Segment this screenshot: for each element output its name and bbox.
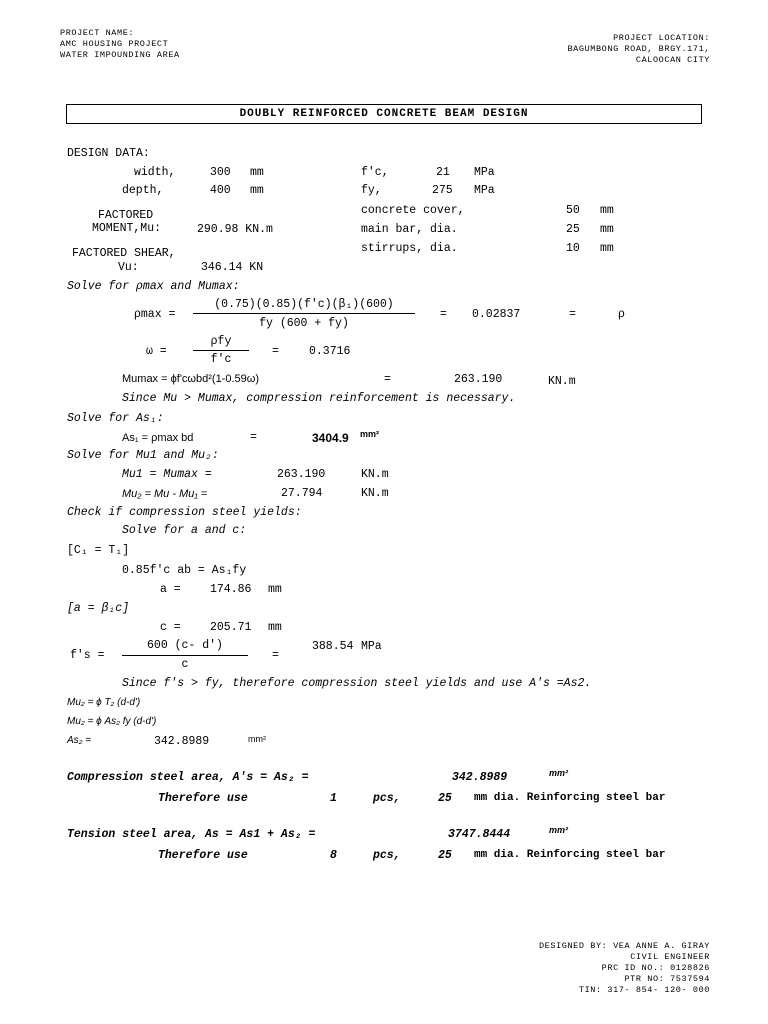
tension-pcs: pcs, (373, 849, 401, 862)
solve-mu-heading: Solve for Mu1 and Mu₂: (67, 449, 219, 462)
moment-label-1: FACTORED (98, 209, 154, 222)
tin-no: TIN: 317- 854- 120- 000 (578, 985, 710, 995)
tension-area-value: 3747.8444 (448, 828, 511, 841)
cover-value: 50 (566, 204, 580, 217)
designed-by: DESIGNED BY: VEA ANNE A. GIRAY (538, 941, 710, 951)
compression-area-unit: mm² (549, 768, 569, 778)
rhomax-eq: = (440, 308, 447, 321)
compression-pcs: pcs, (373, 792, 401, 805)
fs-fraction-bar (122, 655, 248, 656)
a-unit: mm (268, 583, 282, 596)
compression-use-label: Therefore use (158, 792, 248, 805)
rhomax-numerator: (0.75)(0.85)(f'c)(β₁)(600) (214, 298, 394, 311)
project-name-line-2: WATER IMPOUNDING AREA (60, 50, 180, 60)
as1-formula: As₁ = ρmax bd (122, 432, 194, 444)
title-box (66, 104, 702, 124)
c1-t1-equation: [C₁ = T₁] (67, 544, 130, 557)
mainbar-value: 25 (566, 223, 580, 236)
project-location-line-2: CALOOCAN CITY (635, 55, 710, 65)
fs-label: f's = (70, 649, 105, 662)
check-subheading: Solve for a and c: (122, 524, 247, 537)
cover-label: concrete cover, (361, 204, 465, 217)
fs-unit: MPa (361, 640, 382, 653)
ptr-no: PTR NO: 7537594 (624, 974, 710, 984)
rho-symbol: ρ (618, 308, 625, 321)
compression-area-label: Compression steel area, A's = As₂ = (67, 771, 309, 784)
as2-value: 342.8989 (154, 735, 210, 748)
fs-value: 388.54 (312, 640, 354, 653)
a-label: a = (160, 583, 181, 596)
rhomax-denominator: fy (600 + fy) (259, 317, 349, 330)
as1-value: 3404.9 (312, 431, 349, 445)
design-data-label: DESIGN DATA: (67, 147, 150, 160)
fs-denominator: c (181, 658, 189, 671)
mumax-value: 263.190 (454, 373, 503, 386)
depth-value: 400 (210, 184, 231, 197)
fy-label: fy, (361, 184, 382, 197)
page-title: DOUBLY REINFORCED CONCRETE BEAM DESIGN (239, 108, 529, 120)
engineer-role: CIVIL ENGINEER (630, 952, 710, 962)
mumax-eq: = (384, 373, 391, 386)
rhomax-fraction-bar (193, 313, 415, 314)
stirrups-value: 10 (566, 242, 580, 255)
as1-eq: = (250, 431, 257, 444)
a-value: 174.86 (210, 583, 252, 596)
depth-label: depth, (122, 184, 164, 197)
solve-as1-heading: Solve for As₁: (67, 412, 164, 425)
mu1-value: 263.190 (277, 468, 326, 481)
compression-bar-desc: mm dia. Reinforcing steel bar (474, 792, 666, 804)
tension-area-unit: mm² (549, 825, 569, 835)
mu2-label: Mu₂ = Mu - Mu₁ = (122, 488, 208, 500)
fy-unit: MPa (474, 184, 495, 197)
c-label: c = (160, 621, 181, 634)
shear-value: 346.14 KN (201, 261, 264, 274)
fc-unit: MPa (474, 166, 495, 179)
mu1-label: Mu1 = Mumax = (122, 468, 212, 481)
cover-unit: mm (600, 204, 614, 217)
omega-label: ω = (146, 345, 167, 358)
mumax-unit: KN.m (548, 375, 576, 388)
since-fs-note: Since f's > fy, therefore compression steel yields and use A's =As2. (122, 677, 592, 690)
mu2-value: 27.794 (281, 487, 323, 500)
omega-numerator: ρfy (210, 335, 232, 348)
omega-eq: = (272, 345, 279, 358)
tension-bar-desc: mm dia. Reinforcing steel bar (474, 849, 666, 861)
mu2-t2-equation: Mu₂ = ϕ T₂ (d-d') (67, 697, 141, 708)
as2-unit: mm² (248, 734, 266, 744)
mainbar-label: main bar, dia. (361, 223, 458, 236)
stirrups-unit: mm (600, 242, 614, 255)
mainbar-unit: mm (600, 223, 614, 236)
omega-value: 0.3716 (309, 345, 351, 358)
tension-use-label: Therefore use (158, 849, 248, 862)
fc-value: 21 (436, 166, 450, 179)
fs-eq: = (272, 649, 279, 662)
width-value: 300 (210, 166, 231, 179)
moment-value: 290.98 KN.m (197, 223, 273, 236)
fs-numerator: 600 (c- d') (147, 639, 223, 652)
solve-rho-heading: Solve for ρmax and Mumax: (67, 280, 240, 293)
compression-bar-dia: 25 (438, 792, 452, 805)
tension-area-label: Tension steel area, As = As1 + As₂ = (67, 828, 316, 841)
mu2-as2-equation: Mu₂ = ϕ As₂ fy (d-d') (67, 716, 157, 727)
c-value: 205.71 (210, 621, 252, 634)
width-label: width, (134, 166, 176, 179)
mumax-formula: Mumax = ϕf'cωbd²(1-0.59ω) (122, 373, 260, 385)
omega-denominator: f'c (210, 353, 232, 366)
c-unit: mm (268, 621, 282, 634)
fy-value: 275 (432, 184, 453, 197)
as2-label: As₂ = (67, 735, 92, 746)
compression-bar-count: 1 (330, 792, 337, 805)
stirrups-label: stirrups, dia. (361, 242, 458, 255)
project-name-line-1: AMC HOUSING PROJECT (60, 39, 169, 49)
rhomax-value: 0.02837 (472, 308, 521, 321)
tension-bar-count: 8 (330, 849, 337, 862)
equilibrium-equation: 0.85f'c ab = As₁fy (122, 564, 247, 577)
depth-unit: mm (250, 184, 264, 197)
mu1-unit: KN.m (361, 468, 389, 481)
project-location-label: PROJECT LOCATION: (613, 33, 710, 43)
compression-area-value: 342.8989 (452, 771, 508, 784)
prc-id: PRC ID NO.: 0128826 (601, 963, 710, 973)
as1-unit: mm² (360, 429, 380, 439)
shear-label-2: Vu: (118, 261, 139, 274)
omega-fraction-bar (193, 350, 249, 351)
width-unit: mm (250, 166, 264, 179)
moment-label-2: MOMENT,Mu: (92, 222, 162, 235)
shear-label-1: FACTORED SHEAR, (72, 247, 176, 260)
since-mu-note: Since Mu > Mumax, compression reinforcement is necessary. (122, 392, 516, 405)
rhomax-eq-2: = (569, 308, 576, 321)
mu2-unit: KN.m (361, 487, 389, 500)
check-heading: Check if compression steel yields: (67, 506, 302, 519)
rhomax-label: ρmax = (134, 308, 176, 321)
project-location-line-1: BAGUMBONG ROAD, BRGY.171, (567, 44, 710, 54)
tension-bar-dia: 25 (438, 849, 452, 862)
fc-label: f'c, (361, 166, 389, 179)
project-name-label: PROJECT NAME: (60, 28, 135, 38)
a-beta-relation: [a = β₁c] (67, 602, 130, 615)
